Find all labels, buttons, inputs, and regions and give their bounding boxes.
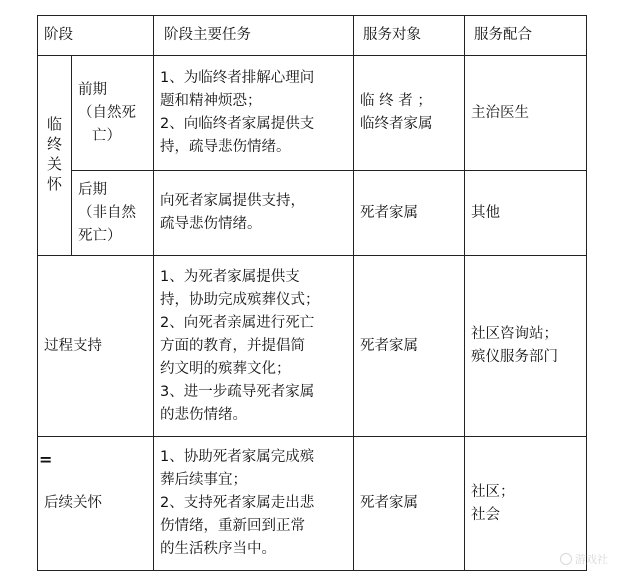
coop-line: 社区； xyxy=(471,483,515,500)
coop-line: 殡仪服务部门 xyxy=(471,349,558,365)
group-label: 临终关怀 xyxy=(46,115,62,193)
target-line: 死者家属 xyxy=(360,495,418,511)
table-row xyxy=(38,437,587,571)
stage-cell xyxy=(38,437,154,571)
target-line: 临 终 者 ； xyxy=(360,93,432,109)
watermark-logo-icon xyxy=(560,553,572,565)
task-line: 的悲伤情绪。 xyxy=(160,406,247,423)
task-cell xyxy=(154,437,354,571)
task-line: 题和精神烦恐； xyxy=(160,93,262,109)
header-target: 服务对象 xyxy=(354,16,465,56)
stray-mark: = xyxy=(39,450,53,469)
target-cell xyxy=(354,56,465,171)
task-line: 疏导悲伤情绪。 xyxy=(160,216,262,232)
coop-cell xyxy=(465,56,587,171)
substage-cell xyxy=(72,171,154,256)
task-cell xyxy=(154,171,354,256)
stage-label: 过程支持 xyxy=(44,337,102,354)
substage-cell xyxy=(72,56,154,171)
target-line: 死者家属 xyxy=(360,337,418,354)
header-coop: 服务配合 xyxy=(465,16,587,56)
target-cell xyxy=(354,171,465,256)
header-row xyxy=(38,16,587,56)
task-line: 1、协助死者家属完成殡 xyxy=(160,449,315,465)
watermark xyxy=(560,551,608,567)
stage-cell xyxy=(38,256,154,437)
substage-line: 前期 xyxy=(78,81,107,98)
substage-line: 死亡） xyxy=(78,227,122,244)
task-cell xyxy=(154,56,354,171)
table-row xyxy=(38,56,587,171)
table-row xyxy=(38,256,587,437)
task-line: 向死者家属提供支持， xyxy=(160,193,305,209)
coop-line: 其他 xyxy=(471,204,500,221)
task-line: 1、为临终者排解心理问 xyxy=(160,70,315,86)
coop-line: 社会 xyxy=(471,506,500,523)
watermark-text: 游戏社 xyxy=(575,553,608,566)
target-line: 临终者家属 xyxy=(360,116,433,132)
header-stage: 阶段 xyxy=(38,16,154,56)
task-line: 约文明的殡葬文化； xyxy=(160,360,291,377)
task-line: 3、进一步疏导死者家属 xyxy=(160,383,315,400)
task-line: 葬后续事宜； xyxy=(160,472,247,488)
task-line: 2、向临终者家属提供支 xyxy=(160,116,315,132)
header-tasks: 阶段主要任务 xyxy=(154,16,354,56)
substage-line: （自然死 xyxy=(78,104,136,121)
task-line: 的生活秩序当中。 xyxy=(160,541,276,557)
task-line: 2、向死者亲属进行死亡 xyxy=(160,314,315,331)
table-row xyxy=(38,171,587,256)
substage-line: （非自然 xyxy=(78,204,136,221)
task-line: 持，疏导悲伤情绪。 xyxy=(160,139,291,155)
stage-table xyxy=(37,15,587,571)
task-cell xyxy=(154,256,354,437)
task-line: 伤情绪，重新回到正常 xyxy=(160,518,305,534)
target-line: 死者家属 xyxy=(360,204,418,221)
stage-label: 后续关怀 xyxy=(44,495,102,511)
coop-cell xyxy=(465,256,587,437)
task-line: 2、支持死者家属走出悲 xyxy=(160,495,315,511)
target-cell xyxy=(354,256,465,437)
target-cell xyxy=(354,437,465,571)
task-line: 1、为死者家属提供支 xyxy=(160,268,300,285)
coop-line: 社区咨询站； xyxy=(471,326,558,342)
task-line: 持，协助完成殡葬仪式； xyxy=(160,291,320,308)
coop-cell xyxy=(465,171,587,256)
coop-line: 主治医生 xyxy=(471,104,529,121)
task-line: 方面的教育，并提倡简 xyxy=(160,337,305,354)
group-cell xyxy=(38,56,72,256)
substage-line: 后期 xyxy=(78,181,107,198)
substage-line: 亡） xyxy=(92,127,121,144)
